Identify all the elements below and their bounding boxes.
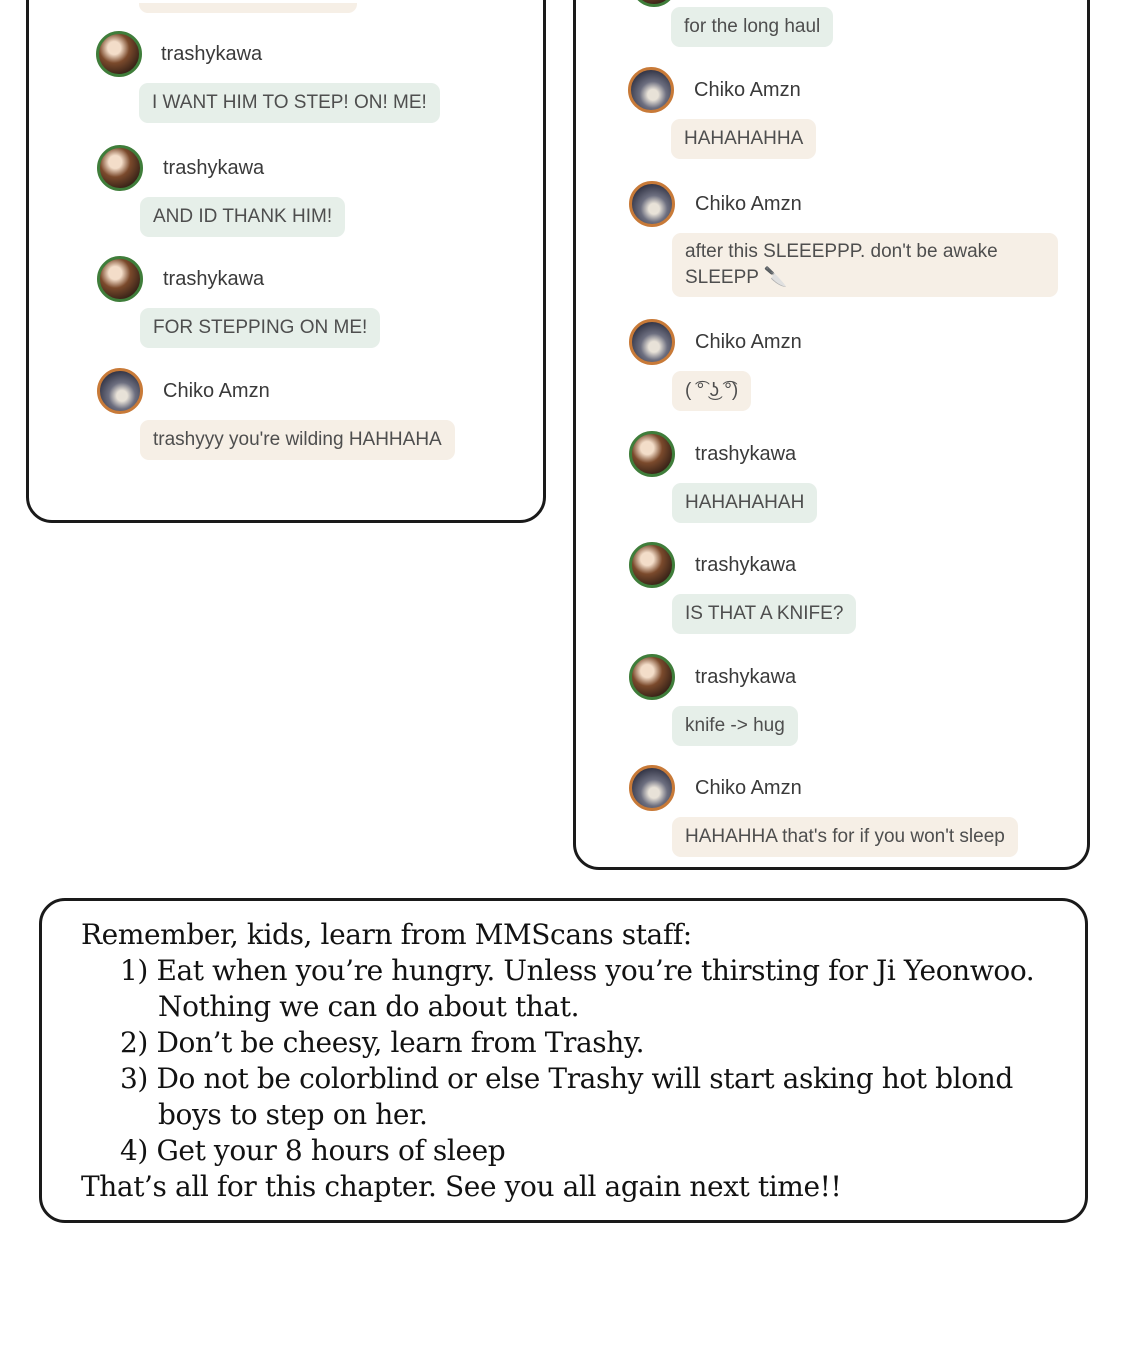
chiko-avatar [629, 765, 675, 811]
message-username: Chiko Amzn [695, 331, 802, 353]
note-heading: Remember, kids, learn from MMScans staff: [81, 918, 692, 951]
message-bubble: FOR STEPPING ON ME! [140, 308, 380, 348]
message-bubble: after this SLEEEPPP. don't be awake SLEEPP 🔪 [672, 233, 1058, 297]
message-bubble: for the long haul [671, 7, 833, 47]
trashykawa-avatar [631, 0, 677, 7]
trashykawa-avatar [96, 31, 142, 77]
message-username: trashykawa [695, 666, 797, 688]
message-username: Chiko Amzn [695, 777, 802, 799]
note-item-continuation: Nothing we can do about that. [158, 990, 580, 1023]
message-bubble: IS THAT A KNIFE? [672, 594, 856, 634]
trashykawa-avatar [629, 654, 675, 700]
staff-note-panel [39, 898, 1088, 1223]
message-bubble: ( ͡° ͜ʖ ͡°) [672, 371, 751, 411]
trashykawa-avatar [97, 145, 143, 191]
chiko-avatar [629, 181, 675, 227]
message-bubble: HAHAHHA that's for if you won't sleep [672, 817, 1018, 857]
chiko-avatar [628, 67, 674, 113]
trashykawa-avatar [629, 431, 675, 477]
trashykawa-avatar [629, 542, 675, 588]
message-bubble: I WANT HIM TO STEP! ON! ME! [139, 83, 440, 123]
trashykawa-avatar [97, 256, 143, 302]
note-item: 1) Eat when you’re hungry. Unless you’re thirsting for Ji Yeonwoo. [120, 954, 1035, 987]
message-username: Chiko Amzn [695, 193, 802, 215]
message-username: trashykawa [161, 43, 263, 65]
chiko-avatar [629, 319, 675, 365]
note-item: 2) Don’t be cheesy, learn from Trashy. [120, 1026, 645, 1059]
note-item: 4) Get your 8 hours of sleep [120, 1134, 506, 1167]
chiko-avatar [97, 368, 143, 414]
note-item-continuation: boys to step on her. [158, 1098, 428, 1131]
message-username: Chiko Amzn [694, 79, 801, 101]
message-bubble: HAHAHAHHA [671, 119, 816, 159]
left-chat-panel [26, 0, 546, 523]
message-bubble: HAHAHAHAH [672, 483, 817, 523]
message-username: trashykawa [163, 157, 265, 179]
message-username: trashykawa [163, 268, 265, 290]
note-closing: That’s all for this chapter. See you all again next time!! [81, 1170, 842, 1203]
partial-message-bubble [139, 3, 357, 13]
message-username: trashykawa [695, 554, 797, 576]
message-username: Chiko Amzn [163, 380, 270, 402]
message-username: trashykawa [695, 443, 797, 465]
message-bubble: trashyyy you're wilding HAHHAHA [140, 420, 455, 460]
message-bubble: knife -> hug [672, 706, 798, 746]
note-item: 3) Do not be colorblind or else Trashy will start asking hot blond [120, 1062, 1013, 1095]
message-bubble: AND ID THANK HIM! [140, 197, 345, 237]
right-chat-panel [573, 0, 1090, 870]
